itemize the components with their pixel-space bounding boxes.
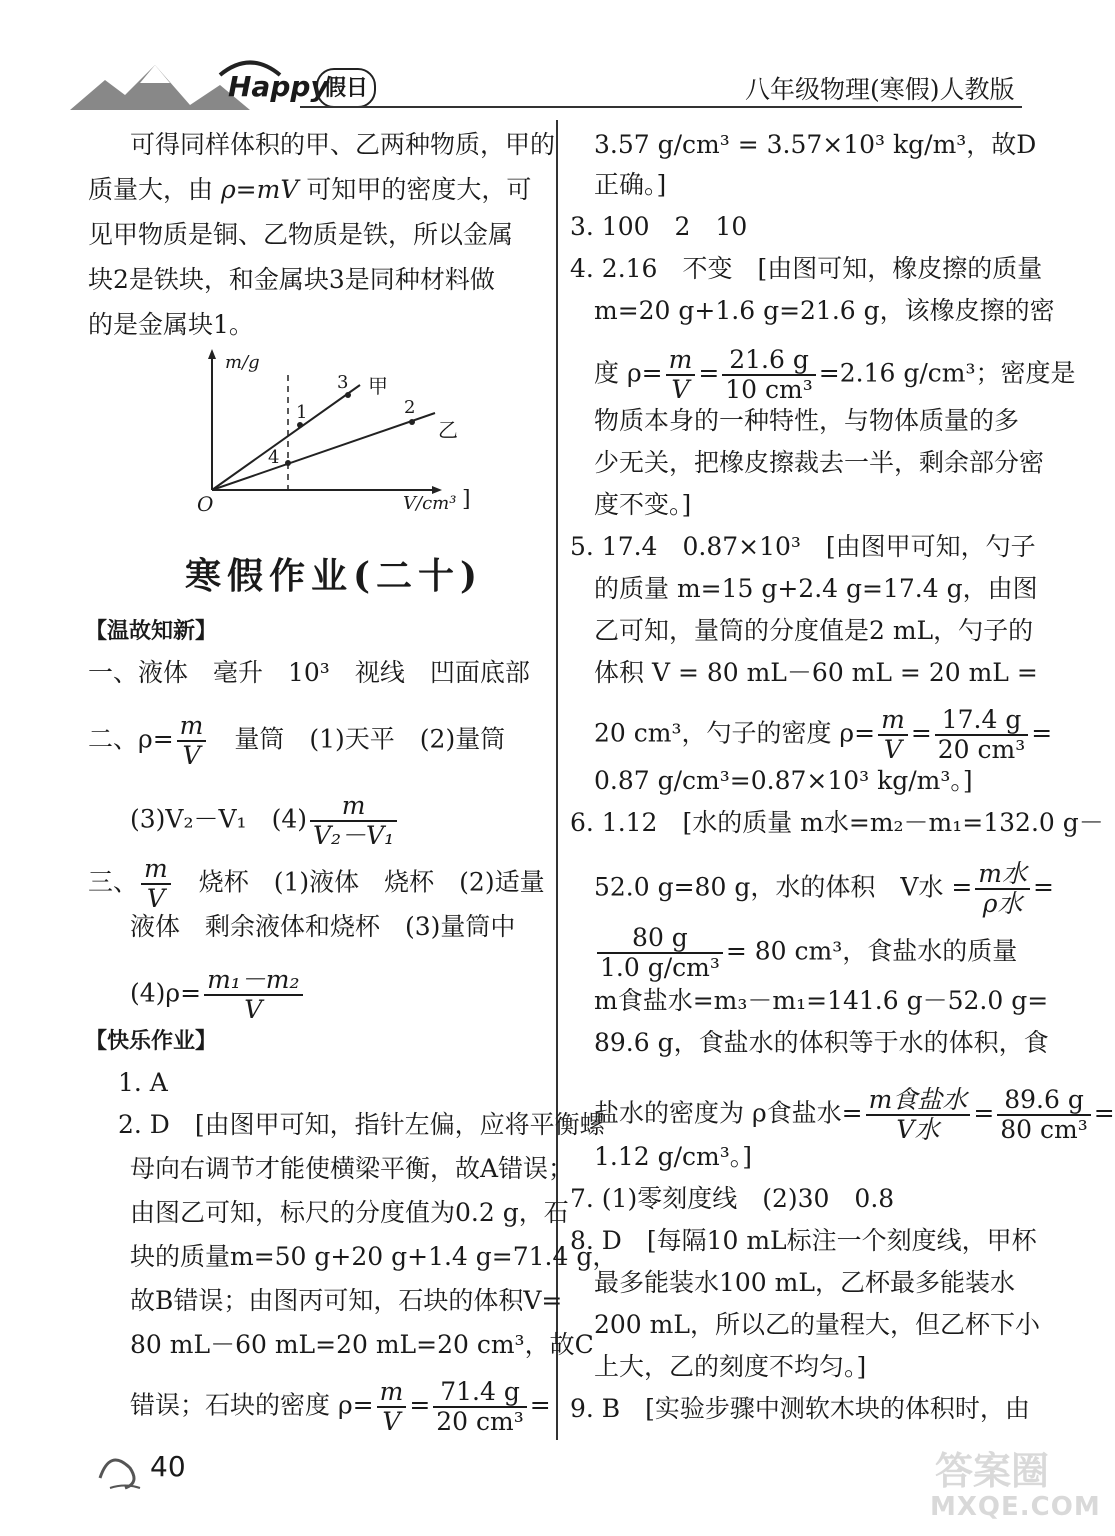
answer-line: 200 mL，所以乙的量程大，但乙杯下小 (594, 1310, 1040, 1339)
answer-line: 7. (1)零刻度线 (2)30 0.8 (570, 1184, 895, 1213)
section-title: 寒假作业(二十) (185, 555, 484, 597)
answer-line: 20 cm³，勺子的密度 ρ= $\frac{m}{V}$ = $\frac{17.4 g}{\text{20 cm³}}$ = (594, 705, 1053, 764)
answer-line: 液体 剩余液体和烧杯 (3)量筒中 (130, 912, 516, 941)
answer-line: 体积 V = 80 mL－60 mL = 20 mL = (594, 658, 1038, 687)
bird-footer-icon (90, 1438, 150, 1498)
answer-line: 三、 $\frac{m}{V}$ 烧杯 (1)液体 烧杯 (2)适量 (88, 854, 545, 913)
answer-line: $\frac{80 g}{\text{1.0 g/cm³}}$ = 80 cm³，食盐水的质量 (594, 924, 1017, 982)
watermark-url: MXQE.COM (930, 1492, 1101, 1522)
answer-line: 错误；石块的密度 ρ= $\frac{m}{V}$ = $\frac{71.4 g}{\text{20 cm³}}$ = (130, 1377, 551, 1436)
watermark-logo: 答案圈 (935, 1449, 1050, 1493)
answer-line: 4. 2.16 不变 [由图可知，橡皮擦的质量 (570, 254, 1043, 283)
answer-line: 0.87 g/cm³=0.87×10³ kg/m³。] (594, 766, 973, 795)
answer-line: 由图乙可知，标尺的分度值为0.2 g，石 (130, 1198, 569, 1227)
answer-line: 二、ρ= $\frac{m}{V}$ 量筒 (1)天平 (2)量筒 (88, 711, 506, 770)
text-line: 见甲物质是铜、乙物质是铁，所以金属 (88, 220, 514, 249)
answer-line: 3. 100 2 10 (570, 212, 748, 241)
graph-point-label: 4 (268, 447, 280, 468)
answer-line: 上大，乙的刻度不均匀。] (594, 1352, 867, 1381)
graph-bracket: ] (462, 487, 471, 512)
answer-line: 1.12 g/cm³。] (594, 1142, 753, 1171)
answer-line: 的质量 m=15 g+2.4 g=17.4 g，由图 (594, 574, 1038, 603)
answer-line: 物质本身的一种特性，与物体质量的多 (594, 406, 1020, 435)
graph-y-label: m/g (225, 352, 260, 373)
text-line: 的是金属块1。 (88, 310, 254, 339)
graph-series-b-label: 乙 (438, 418, 458, 442)
graph-origin: O (197, 492, 214, 516)
answer-line: 5. 17.4 0.87×10³ [由图甲可知，勺子 (570, 532, 1036, 561)
answer-line: 块的质量m=50 g+20 g+1.4 g=71.4 g， (130, 1242, 618, 1271)
happy-heading: 【快乐作业】 (85, 1028, 218, 1054)
answer-line: (3)V₂－V₁ (4) $\frac{m}{\text{V₂－V₁}}$ (130, 792, 400, 850)
header-rule (300, 106, 1022, 108)
answer-line: 52.0 g=80 g，水的体积 V水 = $\frac{\text{m水}}{\text{ρ水}}$ = (594, 859, 1054, 918)
graph-series-a-label: 甲 (368, 374, 388, 398)
answer-line: (4)ρ= $\frac{\text{m₁－m₂}}{V}$ (130, 966, 306, 1024)
answer-line: 8. D [每隔10 mL标注一个刻度线，甲杯 (570, 1226, 1037, 1255)
answer-line: 正确。] (594, 170, 667, 199)
answer-line: 2. D [由图甲可知，指针左偏，应将平衡螺 (118, 1110, 605, 1139)
answer-line: 一、液体 毫升 10³ 视线 凹面底部 (88, 658, 530, 687)
graph-point-label: 2 (404, 397, 416, 418)
answer-line: 6. 1.12 [水的质量 m水=m₂－m₁=132.0 g－ (570, 808, 1104, 837)
answer-line: m食盐水=m₃－m₁=141.6 g－52.0 g= (594, 986, 1049, 1015)
answer-line: 1. A (118, 1068, 168, 1097)
text-line: 块2是铁块，和金属块3是同种材料做 (88, 265, 495, 294)
answer-line: 80 mL－60 mL=20 mL=20 cm³，故C (130, 1330, 594, 1359)
answer-line: 盐水的密度为 ρ食盐水= $\frac{\text{m食盐水}}{\text{V水}}$ = $\frac{89.6 g}{\text{80 cm³}}$ = (594, 1085, 1115, 1144)
page-number: 40 (150, 1450, 186, 1483)
answer-line: 最多能装水100 mL，乙杯最多能装水 (594, 1268, 1015, 1297)
answer-line: 故B错误；由图丙可知，石块的体积V= (130, 1286, 563, 1315)
answer-line: 89.6 g，食盐水的体积等于水的体积，食 (594, 1028, 1049, 1057)
text-line: 质量大，由 ρ=mV 可知甲的密度大，可 (88, 175, 532, 204)
answer-line: m=20 g+1.6 g=21.6 g，该橡皮擦的密 (594, 296, 1055, 325)
answer-line: 乙可知，量筒的分度值是2 mL，勺子的 (594, 616, 1034, 645)
graph-point-label: 3 (337, 372, 349, 393)
answer-line: 度不变。] (594, 490, 692, 519)
answer-line: 母向右调节才能使横梁平衡，故A错误； (130, 1154, 574, 1183)
answer-line: 度 ρ= $\frac{m}{V}$ = $\frac{21.6 g}{\text{10 cm³}}$ =2.16 g/cm³；密度是 (594, 345, 1076, 404)
answer-line: 少无关，把橡皮擦裁去一半，剩余部分密 (594, 448, 1045, 477)
review-heading: 【温故知新】 (85, 618, 218, 644)
brand-badge: 假日 (316, 68, 376, 108)
graph-x-label: V/cm³ (403, 493, 457, 514)
book-title: 八年级物理(寒假)人教版 (745, 75, 1015, 104)
graph-point-label: 1 (296, 402, 308, 423)
brand-text: Happy (228, 70, 329, 103)
answer-line: 3.57 g/cm³ = 3.57×10³ kg/m³，故D (594, 130, 1037, 159)
text-line: 可得同样体积的甲、乙两种物质，甲的 (130, 130, 556, 159)
answer-line: 9. B [实验步骤中测软木块的体积时，由 (570, 1394, 1030, 1423)
